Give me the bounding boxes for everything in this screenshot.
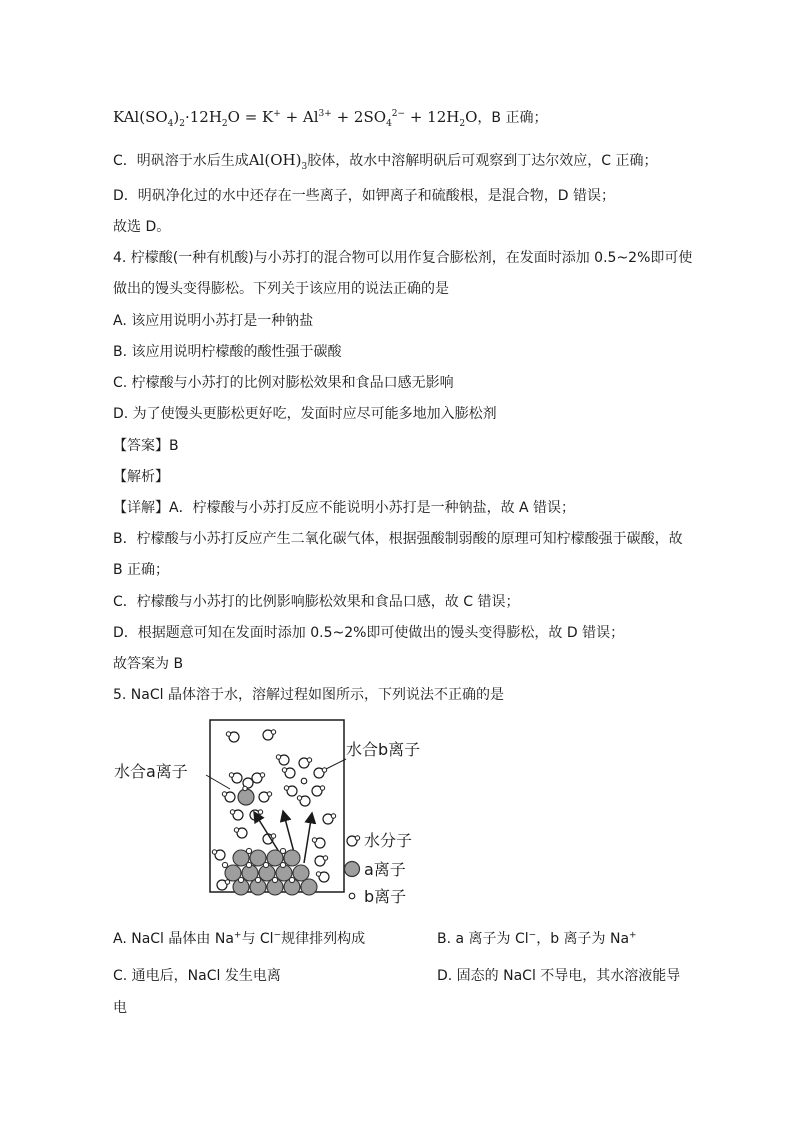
prev-conclusion: 故选 D。: [113, 219, 171, 235]
legend-a-ion: a离子: [364, 860, 406, 879]
prev-explanation-d: D．明矾净化过的水中还存在一些离子，如钾离子和硫酸根，是混合物，D 错误；: [113, 188, 616, 204]
q4-stem-line1: 4. 柠檬酸(一种有机酸)与小苏打的混合物可以用作复合膨松剂，在发面时添加 0.5~2%即可使: [113, 250, 693, 266]
q5-option-d-line2: 电: [113, 1000, 127, 1016]
q5-option-b: B. a 离子为 Cl−，b 离子为 Na+: [437, 930, 637, 947]
ionization-equation: $KAl(SO_4)_2\cdot 12H_2O = K^+ + Al^{3+} + 2SO_4^{2-} + 12H_2O$，B 正确；: [113, 108, 548, 129]
q4-option-b: B. 该应用说明柠檬酸的酸性强于碳酸: [113, 344, 342, 360]
q5-option-d-line1: D. 固态的 NaCl 不导电，其水溶液能导: [437, 968, 681, 984]
q4-detail-a: 【详解】A．柠檬酸与小苏打反应不能说明小苏打是一种钠盐，故 A 错误；: [113, 500, 576, 516]
q4-detail-c: C．柠檬酸与小苏打的比例影响膨松效果和食品口感，故 C 错误；: [113, 594, 520, 610]
q4-analysis-label: 【解析】: [113, 469, 169, 485]
legend-water: 水分子: [364, 831, 413, 850]
prev-explanation-c: C．明矾溶于水后生成$Al(OH)_3$胶体，故水中溶解明矾后可观察到丁达尔效应，C 正确；: [113, 151, 658, 172]
q4-detail-b1: B．柠檬酸与小苏打反应产生二氧化碳气体，根据强酸制弱酸的原理可知柠檬酸强于碳酸，故: [113, 531, 683, 547]
q4-detail-d: D．根据题意可知在发面时添加 0.5~2%即可使做出的馒头变得膨松，故 D 错误；: [113, 625, 625, 641]
legend: [345, 831, 413, 906]
hydrated-b-ion: [276, 755, 326, 806]
label-hydrated-b: 水合b离子: [346, 740, 421, 759]
q4-detail-b2: B 正确；: [113, 562, 170, 578]
q4-stem-line2: 做出的馒头变得膨松。下列关于该应用的说法正确的是: [113, 281, 449, 297]
hydrated-a-ion: [222, 773, 271, 820]
q4-option-d: D. 为了使馒头更膨松更好吃，发面时应尽可能多地加入膨松剂: [113, 406, 497, 422]
q5-option-c: C. 通电后，NaCl 发生电离: [113, 968, 281, 984]
legend-b-ion: b离子: [364, 887, 407, 906]
nacl-crystal-lattice: [222, 848, 317, 895]
q4-conclusion: 故答案为 B: [113, 656, 184, 672]
q4-option-c: C. 柠檬酸与小苏打的比例对膨松效果和食品口感无影响: [113, 375, 454, 391]
nacl-dissolution-diagram: [108, 715, 448, 910]
q5-option-a: A. NaCl 晶体由 Na+与 Cl−规律排列构成: [113, 930, 366, 947]
label-hydrated-a: 水合a离子: [114, 762, 188, 781]
q4-option-a: A. 该应用说明小苏打是一种钠盐: [113, 313, 314, 329]
q4-answer: 【答案】B: [113, 438, 179, 454]
q5-stem: 5. NaCl 晶体溶于水，溶解过程如图所示，下列说法不正确的是: [113, 687, 504, 703]
